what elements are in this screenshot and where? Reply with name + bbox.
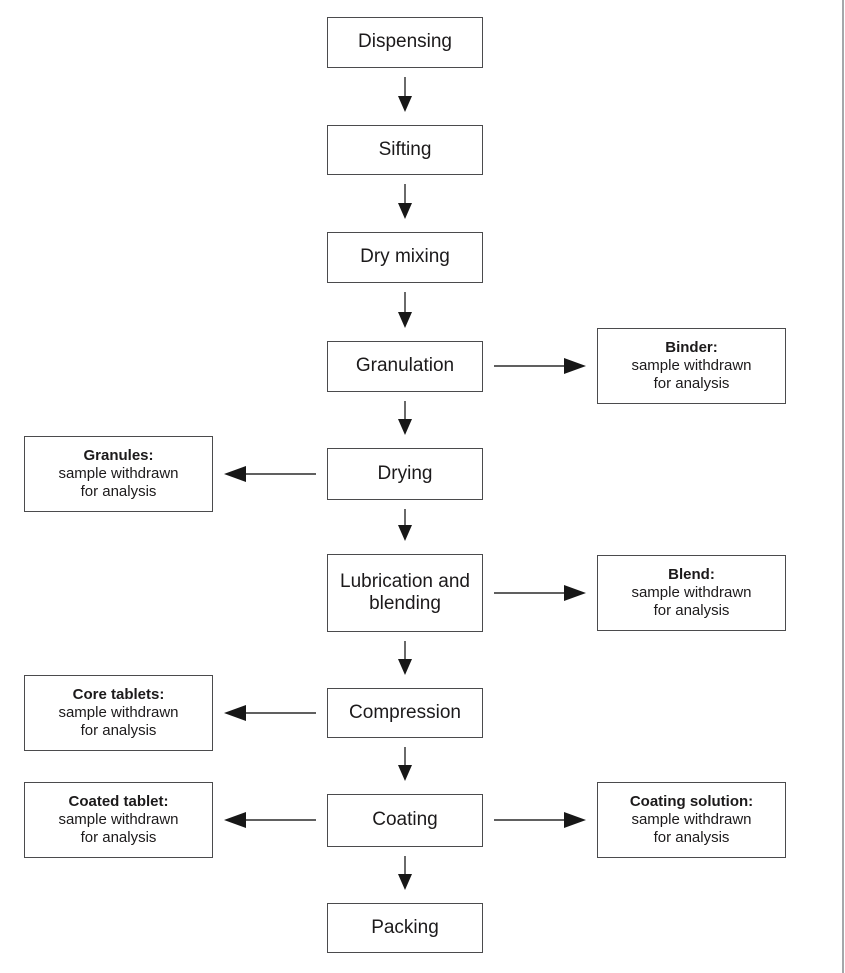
arrow-coating-packing <box>398 856 412 890</box>
arrow-coating-coating-solution <box>494 812 586 828</box>
sample-text: for analysis <box>80 829 157 847</box>
sample-box-core-tablets <box>24 675 213 751</box>
page-edge-line <box>842 0 844 973</box>
step-box-dispensing <box>327 17 483 68</box>
arrow-compression-core-tablets <box>224 705 316 721</box>
sample-title: Coated tablet: <box>68 792 169 810</box>
step-label: Drying <box>377 462 433 484</box>
sample-box-binder <box>597 328 786 404</box>
sample-title: Coating solution: <box>629 792 754 810</box>
step-box-packing <box>327 903 483 953</box>
sample-text: sample withdrawn <box>58 703 179 721</box>
step-label: Compression <box>349 701 461 723</box>
sample-text: for analysis <box>80 483 157 501</box>
step-box-coating <box>327 794 483 847</box>
arrow-dry-mixing-granulation <box>398 292 412 328</box>
step-label: Coating <box>372 809 438 831</box>
sample-text: for analysis <box>80 722 157 740</box>
arrow-sifting-dry-mixing <box>398 184 412 219</box>
sample-text: sample withdrawn <box>631 583 752 601</box>
sample-box-coating-solution <box>597 782 786 858</box>
step-box-sifting <box>327 125 483 175</box>
arrow-dispensing-sifting <box>398 77 412 112</box>
sample-title: Blend: <box>668 565 715 583</box>
step-label: Dispensing <box>358 31 452 53</box>
step-box-granulation <box>327 341 483 392</box>
arrow-drying-lubrication <box>398 509 412 541</box>
step-box-dry-mixing <box>327 232 483 283</box>
sample-title: Binder: <box>665 338 718 356</box>
sample-box-blend <box>597 555 786 631</box>
sample-text: sample withdrawn <box>58 464 179 482</box>
sample-text: sample withdrawn <box>58 810 179 828</box>
arrow-coating-coated-tablet <box>224 812 316 828</box>
arrow-drying-granules <box>224 466 316 482</box>
sample-box-coated-tablet <box>24 782 213 858</box>
arrow-compression-coating <box>398 747 412 781</box>
step-label: Granulation <box>355 355 455 377</box>
sample-box-granules <box>24 436 213 512</box>
step-label: Lubrication and blending <box>340 570 470 614</box>
step-label: Packing <box>371 916 439 938</box>
sample-text: sample withdrawn <box>631 356 752 374</box>
step-box-drying <box>327 448 483 500</box>
arrow-granulation-binder <box>494 358 586 374</box>
step-label: Sifting <box>378 138 432 160</box>
arrow-lubrication-blend <box>494 585 586 601</box>
sample-title: Core tablets: <box>72 685 165 703</box>
step-label: Dry mixing <box>360 246 450 268</box>
step-box-compression <box>327 688 483 738</box>
arrow-granulation-drying <box>398 401 412 435</box>
sample-text: for analysis <box>653 602 730 620</box>
sample-text: for analysis <box>653 829 730 847</box>
sample-text: sample withdrawn <box>631 810 752 828</box>
step-box-lubrication-blending <box>327 554 483 632</box>
sample-title: Granules: <box>83 446 154 464</box>
sample-text: for analysis <box>653 375 730 393</box>
arrow-lubrication-compression <box>398 641 412 675</box>
